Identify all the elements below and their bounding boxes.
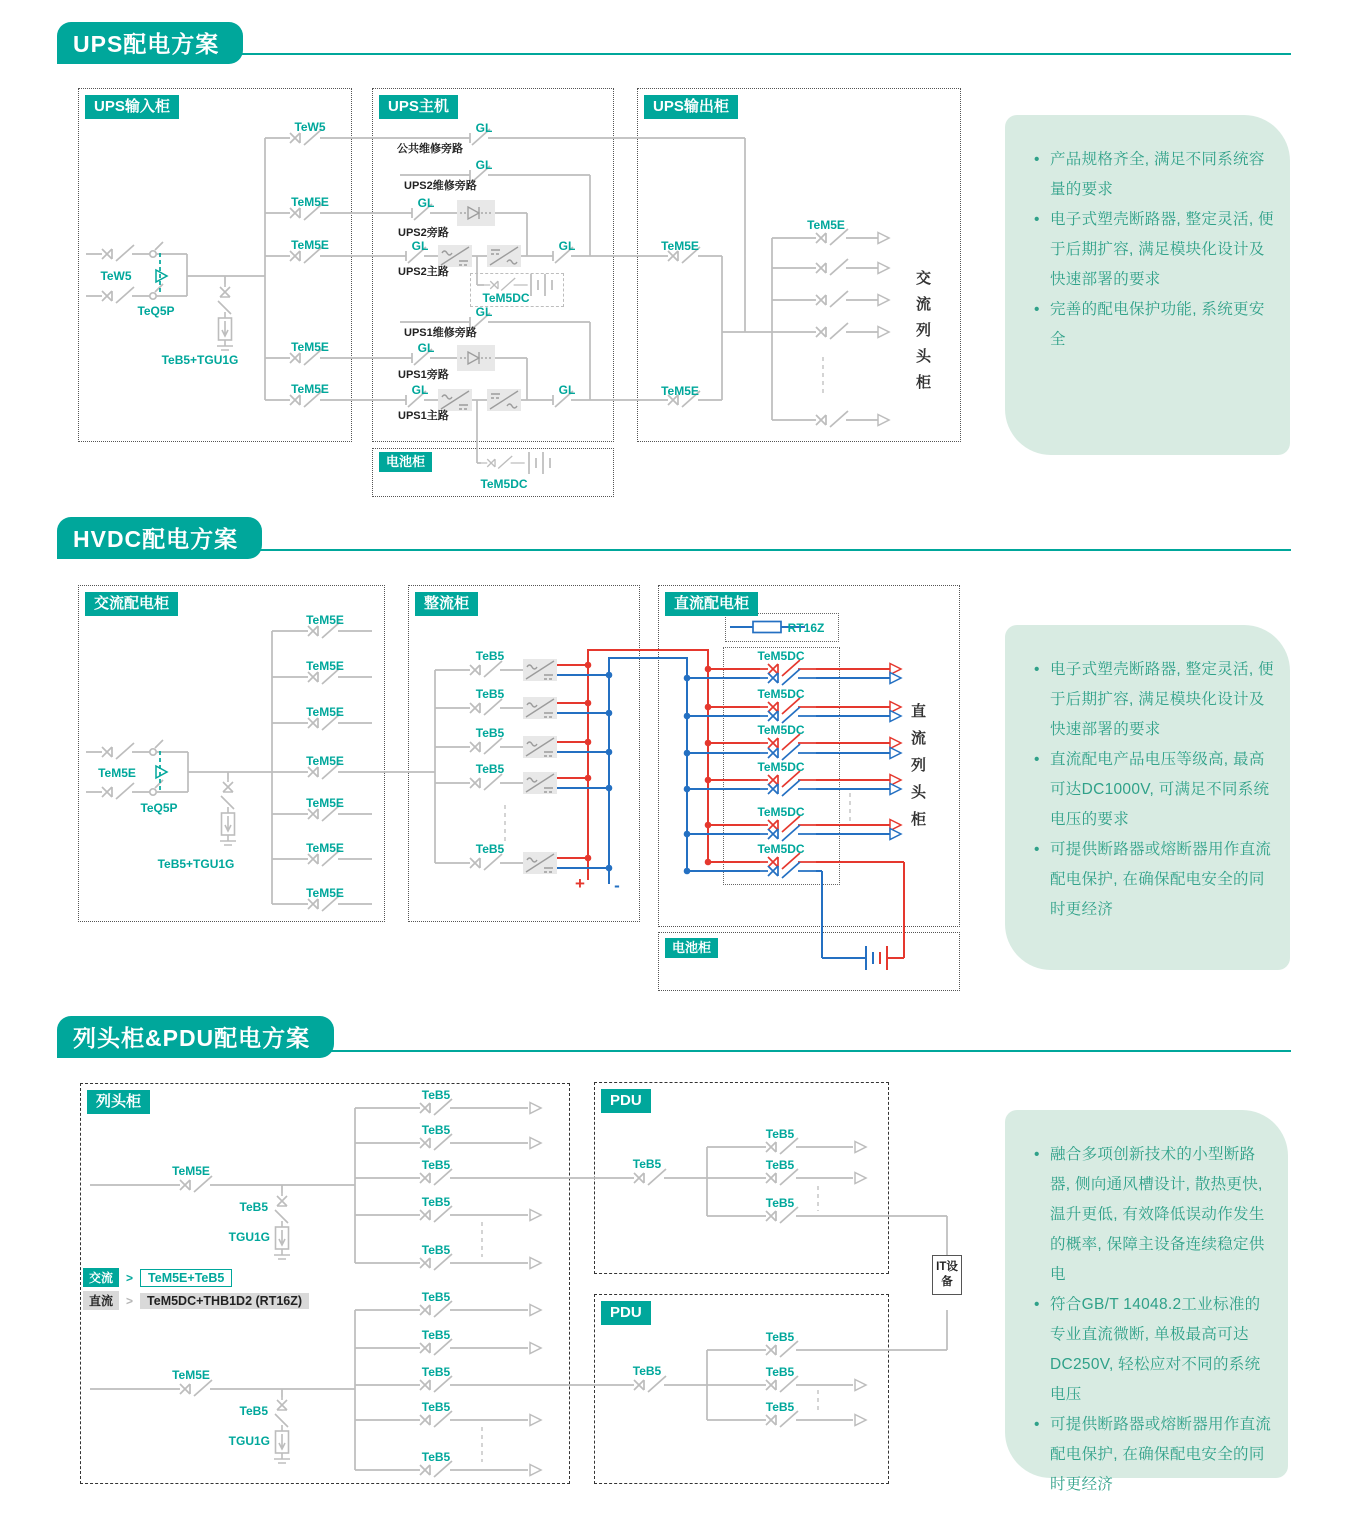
breaker-icon	[462, 854, 518, 870]
ups-output-cabinet-circuit	[660, 218, 889, 427]
product-label: TGU1G	[228, 1230, 270, 1244]
row-label: UPS2维修旁路	[404, 180, 477, 192]
product-label: TeM5E	[306, 841, 344, 855]
rectifier-module-icon	[438, 245, 472, 267]
product-label: TeM5E	[661, 384, 699, 398]
product-label: TeM5DC	[757, 723, 805, 737]
feeder-arrow-icon	[878, 233, 889, 244]
breaker-icon	[484, 278, 528, 290]
product-label: TeM5DC	[757, 687, 805, 701]
product-label: TeB5	[475, 726, 505, 740]
inverter-module-icon	[487, 389, 521, 411]
surge-protector-icon	[220, 779, 236, 845]
pdu-circuits	[626, 1127, 947, 1427]
feeder-arrow-icon	[530, 1258, 541, 1269]
feeder-arrow-icon	[878, 263, 889, 274]
product-label: TeQ5P	[140, 801, 178, 815]
feeder-arrow-icon	[530, 1103, 541, 1114]
legend-dc-arrow-icon: >	[126, 1293, 134, 1308]
product-label: TeQ5P	[137, 304, 175, 318]
product-label: TeB5	[421, 1400, 451, 1414]
feeder-arrow-icon	[878, 415, 889, 426]
feeder-arrow-icon	[530, 1138, 541, 1149]
section-title-hvdc: HVDC配电方案	[57, 517, 262, 559]
benefit-item: • 可提供断路器或熔断器用作直流配电保护, 在确保配电安全的同时更经济	[1033, 1410, 1272, 1500]
product-label: TeB5	[421, 1195, 451, 1209]
product-label: TeB5	[421, 1243, 451, 1257]
breaker-icon	[481, 456, 525, 468]
legend-ac-row	[83, 1268, 232, 1287]
product-label: TeB5+TGU1G	[161, 353, 239, 367]
feeder-arrow-icon	[890, 711, 901, 722]
breaker-icon	[462, 661, 518, 677]
product-label: TeM5E	[661, 239, 699, 253]
ac-row-head-sink-label: 交流列头柜	[915, 270, 931, 391]
breaker-icon	[808, 291, 864, 307]
fuse-icon	[753, 622, 781, 633]
feeder-arrow-icon	[878, 327, 889, 338]
cabinet-label-hvdc-rectifier: 整流柜	[415, 592, 478, 616]
product-label: TeB5	[475, 687, 505, 701]
product-label: TeM5E	[172, 1164, 210, 1178]
feeder-arrow-icon	[890, 673, 901, 684]
product-label: TeB5	[765, 1196, 795, 1210]
surge-protector-icon	[274, 1397, 290, 1463]
breaker-icon	[172, 1176, 228, 1192]
product-label: GL	[475, 305, 493, 319]
row-label: UPS1主路	[398, 410, 449, 422]
product-label: TeM5DC	[480, 477, 528, 491]
breaker-icon	[808, 411, 864, 427]
cabinet-label-hvdc-ac: 交流配电柜	[85, 592, 178, 616]
cabinet-label-ups-output: UPS输出柜	[644, 95, 738, 119]
feeder-arrow-icon	[530, 1465, 541, 1476]
feeder-arrow-icon	[530, 1415, 541, 1426]
switch-contact-icon	[150, 251, 156, 257]
legend-ac-products: TeM5E+TeB5	[140, 1269, 232, 1287]
benefit-item: • 直流配电产品电压等级高, 最高可达DC1000V, 可满足不同系统电压的要求	[1033, 745, 1274, 835]
product-label: TeM5E	[291, 340, 329, 354]
product-label: TeB5	[421, 1328, 451, 1342]
legend-dc-row	[83, 1291, 309, 1310]
feeder-arrow-icon	[855, 1142, 866, 1153]
product-label: TeB5	[765, 1400, 795, 1414]
product-label: TeW5	[294, 120, 326, 134]
benefit-item: • 电子式塑壳断路器, 整定灵活, 便于后期扩容, 满足模块化设计及快速部署的要求	[1033, 655, 1274, 745]
product-label: TeW5	[100, 269, 132, 283]
benefit-item: • 产品规格齐全, 满足不同系统容量的要求	[1033, 145, 1274, 205]
product-label: TeB5	[421, 1158, 451, 1172]
cabinet-label-row: 列头柜	[87, 1090, 150, 1114]
product-label: TeM5E	[172, 1368, 210, 1382]
cabinet-label-hvdc-dc: 直流配电柜	[665, 592, 758, 616]
legend-dc-products: TeM5DC+THB1D2 (RT16Z)	[140, 1293, 309, 1309]
product-label: TeM5DC	[757, 760, 805, 774]
legend-dc-chip: 直流	[83, 1291, 119, 1310]
breaker-icon	[94, 743, 150, 759]
switch-contact-icon	[150, 789, 156, 795]
product-label: TeM5E	[306, 705, 344, 719]
benefit-item: • 可提供断路器或熔断器用作直流配电保护, 在确保配电安全的同时更经济	[1033, 835, 1274, 925]
rectifier-module-icon	[523, 772, 557, 794]
product-label: TeB5	[765, 1365, 795, 1379]
switch-contact-icon	[150, 749, 156, 755]
breaker-icon	[462, 774, 518, 790]
inverter-module-icon	[487, 245, 521, 267]
breaker-icon	[626, 1376, 682, 1392]
ats-triangle-icon	[156, 766, 167, 778]
ats-triangle-icon	[156, 270, 167, 282]
dc-minus-label: -	[614, 876, 620, 895]
benefit-item: • 完善的配电保护功能, 系统更安全	[1033, 295, 1274, 355]
cabinet-label-pdu1: PDU	[601, 1089, 651, 1113]
benefit-item: • 符合GB/T 14048.2工业标准的专业直流微断, 单极最高可达DC250V, 轻松应对不同的系统电压	[1033, 1290, 1272, 1410]
legend-ac-chip: 交流	[83, 1268, 119, 1287]
product-label: GL	[475, 158, 493, 172]
cabinet-label-hvdc-battery: 电池柜	[665, 938, 718, 958]
product-label: TeB5	[765, 1330, 795, 1344]
product-label: TeM5E	[98, 766, 136, 780]
product-label: TeB5	[421, 1290, 451, 1304]
product-label: TeB5	[765, 1158, 795, 1172]
breaker-icon	[462, 699, 518, 715]
benefit-item: • 电子式塑壳断路器, 整定灵活, 便于后期扩容, 满足模块化设计及快速部署的要求	[1033, 205, 1274, 295]
section-title-rowpdu: 列头柜&PDU配电方案	[57, 1016, 334, 1058]
product-label: TeM5DC	[757, 805, 805, 819]
product-label: TeM5DC	[482, 291, 530, 305]
product-label: TeB5	[475, 649, 505, 663]
feeder-arrow-icon	[530, 1210, 541, 1221]
rectifier-module-icon	[523, 736, 557, 758]
benefit-item: • 融合多项创新技术的小型断路器, 侧向通风槽设计, 散热更快, 温升更低, 有效降低误动作发生的概率, 保障主设备连续稳定供电	[1033, 1140, 1272, 1290]
row-label: UPS2旁路	[398, 227, 449, 239]
product-label: TeB5	[475, 842, 505, 856]
rectifier-module-icon	[523, 659, 557, 681]
battery-icon	[531, 274, 552, 296]
product-label: TeM5E	[291, 238, 329, 252]
dc-plus-label: +	[575, 874, 585, 893]
product-label: TeM5DC	[757, 649, 805, 663]
feeder-arrow-icon	[855, 1415, 866, 1426]
cabinet-label-ups-input: UPS输入柜	[85, 95, 179, 119]
cabinet-label-ups-host: UPS主机	[379, 95, 458, 119]
product-label: TeM5E	[306, 613, 344, 627]
feeder-arrow-icon	[890, 784, 901, 795]
rectifier-module-icon	[523, 697, 557, 719]
legend-ac-arrow-icon: >	[126, 1270, 134, 1285]
product-label: GL	[411, 239, 429, 253]
breaker-icon	[172, 1380, 228, 1396]
product-label: TeB5	[421, 1450, 451, 1464]
dc-row-head-sink-label: 直流列头柜	[910, 703, 926, 828]
product-label: TeB5+TGU1G	[157, 857, 235, 871]
product-label: TeM5DC	[757, 842, 805, 856]
breaker-icon	[94, 287, 150, 303]
product-label: TeM5E	[306, 754, 344, 768]
product-label: TeM5E	[306, 659, 344, 673]
product-label: GL	[558, 239, 576, 253]
hvdc-ac-cabinet-circuit	[86, 613, 435, 911]
hvdc-dc-cabinet-circuit	[684, 621, 904, 970]
surge-protector-icon	[217, 284, 233, 350]
feeder-arrow-icon	[530, 1343, 541, 1354]
product-label: TeM5E	[306, 886, 344, 900]
product-label: GL	[558, 383, 576, 397]
breaker-icon	[462, 738, 518, 754]
product-label: TeB5	[421, 1088, 451, 1102]
product-label: GL	[411, 383, 429, 397]
product-label: TeM5E	[306, 796, 344, 810]
cabinet-label-ups-battery: 电池柜	[379, 452, 432, 472]
ups-host-circuit	[397, 121, 745, 491]
breaker-icon	[94, 783, 150, 799]
product-label: TGU1G	[228, 1434, 270, 1448]
row-label: UPS1维修旁路	[404, 327, 477, 339]
it-device-box: IT设备	[932, 1255, 962, 1295]
product-label: TeM5E	[291, 195, 329, 209]
product-label: RT16Z	[787, 621, 825, 635]
row-label: 公共维修旁路	[397, 143, 463, 155]
feeder-arrow-icon	[890, 748, 901, 759]
product-label: TeM5E	[807, 218, 845, 232]
static-switch-icon	[457, 200, 495, 226]
battery-icon	[529, 452, 550, 474]
switch-contact-icon	[150, 293, 156, 299]
product-label: TeB5	[421, 1123, 451, 1137]
rectifier-module-icon	[523, 852, 557, 874]
breaker-icon	[808, 259, 864, 275]
surge-protector-icon	[274, 1193, 290, 1259]
breaker-icon	[808, 323, 864, 339]
feeder-arrow-icon	[530, 1305, 541, 1316]
product-label: GL	[475, 121, 493, 135]
cabinet-label-pdu2: PDU	[601, 1301, 651, 1325]
breaker-icon	[626, 1169, 682, 1185]
feeder-arrow-icon	[855, 1380, 866, 1391]
breaker-icon	[94, 245, 150, 261]
product-label: TeB5	[239, 1404, 268, 1418]
ups-input-cabinet-circuit	[86, 120, 462, 407]
product-label: GL	[417, 341, 435, 355]
feeder-arrow-icon	[878, 295, 889, 306]
product-label: TeB5	[421, 1365, 451, 1379]
section-title-ups: UPS配电方案	[57, 22, 243, 64]
product-label: TeM5E	[291, 382, 329, 396]
hvdc-rectifier-circuit	[435, 649, 708, 895]
product-label: TeB5	[239, 1200, 268, 1214]
row-label: UPS2主路	[398, 266, 449, 278]
row-label: UPS1旁路	[398, 369, 449, 381]
product-label: TeB5	[632, 1364, 662, 1378]
feeder-arrow-icon	[855, 1173, 866, 1184]
static-switch-icon	[457, 345, 495, 371]
feeder-arrow-icon	[890, 738, 901, 749]
product-label: GL	[417, 196, 435, 210]
product-label: TeB5	[765, 1127, 795, 1141]
product-label: TeB5	[475, 762, 505, 776]
product-label: TeB5	[632, 1157, 662, 1171]
feeder-arrow-icon	[890, 829, 901, 840]
rectifier-module-icon	[438, 389, 472, 411]
